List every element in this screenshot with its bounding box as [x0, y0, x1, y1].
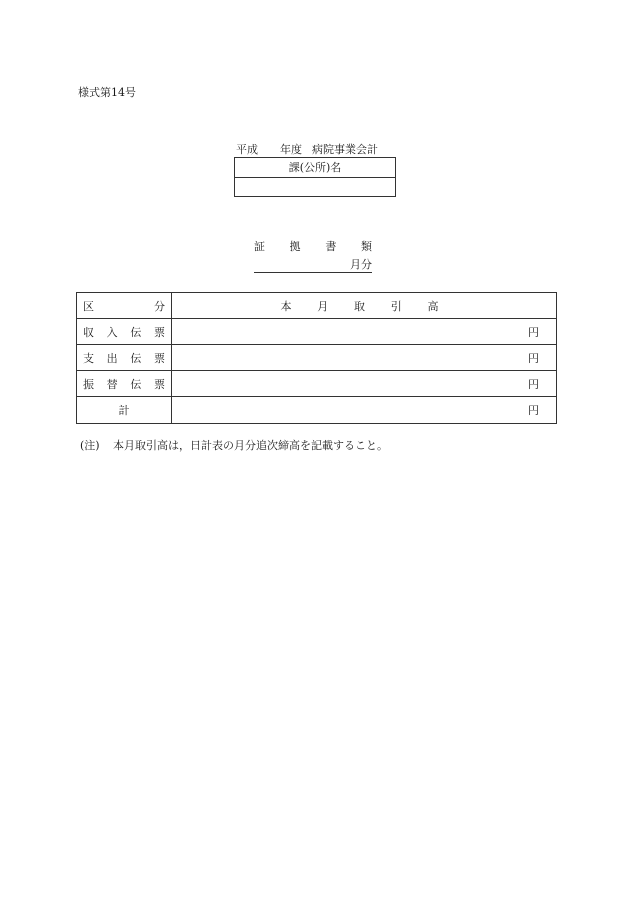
label-char: 振 [83, 377, 94, 391]
table-row [77, 319, 556, 345]
era-label: 平成 [236, 143, 258, 156]
title-char: 書 [325, 240, 337, 253]
title-char: 拠 [289, 240, 301, 253]
label-char: 収 [83, 325, 94, 339]
total-amount-cell[interactable] [172, 397, 556, 423]
label-char: 支 [83, 351, 94, 365]
label-char: 替 [106, 377, 118, 391]
header-char: 分 [154, 299, 165, 313]
category-header [77, 293, 172, 318]
yen-unit: 円 [528, 404, 539, 417]
header-char: 区 [83, 299, 94, 313]
section-name-label: 課(公所)名 [235, 158, 395, 178]
document-title [254, 238, 372, 254]
yen-unit: 円 [528, 325, 539, 339]
year-suffix: 年度 [280, 143, 302, 156]
amount-cell[interactable] [172, 319, 556, 344]
table-header-row [77, 293, 556, 319]
section-name-field[interactable] [235, 178, 395, 197]
label-char: 伝 [130, 377, 142, 391]
amount-header [172, 293, 556, 318]
table-row [77, 371, 556, 397]
total-label-text: 計 [118, 404, 130, 417]
note [80, 437, 388, 453]
yen-unit: 円 [528, 377, 539, 391]
header-char: 月 [317, 299, 329, 313]
month-field[interactable] [254, 258, 372, 273]
note-text: 本月取引高は，日計表の月分追次締高を記載すること。 [113, 439, 388, 452]
section-name-box [234, 157, 396, 197]
title-char: 類 [360, 240, 372, 253]
month-suffix: 月分 [350, 258, 372, 271]
total-label [77, 397, 172, 423]
header-char: 取 [354, 299, 365, 313]
row-label [77, 371, 172, 396]
label-char: 票 [153, 351, 165, 365]
amount-cell[interactable] [172, 371, 556, 396]
amount-cell[interactable] [172, 345, 556, 370]
header-char: 高 [427, 299, 439, 313]
form-number: 様式第14号 [78, 86, 136, 99]
header-char: 本 [280, 299, 292, 313]
account-name: 病院事業会計 [312, 143, 378, 156]
header-char: 引 [390, 299, 402, 313]
label-char: 伝 [130, 351, 142, 365]
row-label [77, 319, 172, 344]
row-label [77, 345, 172, 370]
label-char: 票 [153, 325, 165, 339]
label-char: 出 [106, 351, 118, 365]
note-label: (注) [80, 439, 100, 452]
label-char: 入 [106, 325, 118, 339]
yen-unit: 円 [528, 351, 539, 365]
label-char: 票 [153, 377, 165, 391]
label-char: 伝 [130, 325, 142, 339]
title-char: 証 [254, 240, 265, 253]
fiscal-year-header [236, 141, 378, 157]
table-total-row [77, 397, 556, 423]
table-row [77, 345, 556, 371]
voucher-table [76, 292, 557, 424]
